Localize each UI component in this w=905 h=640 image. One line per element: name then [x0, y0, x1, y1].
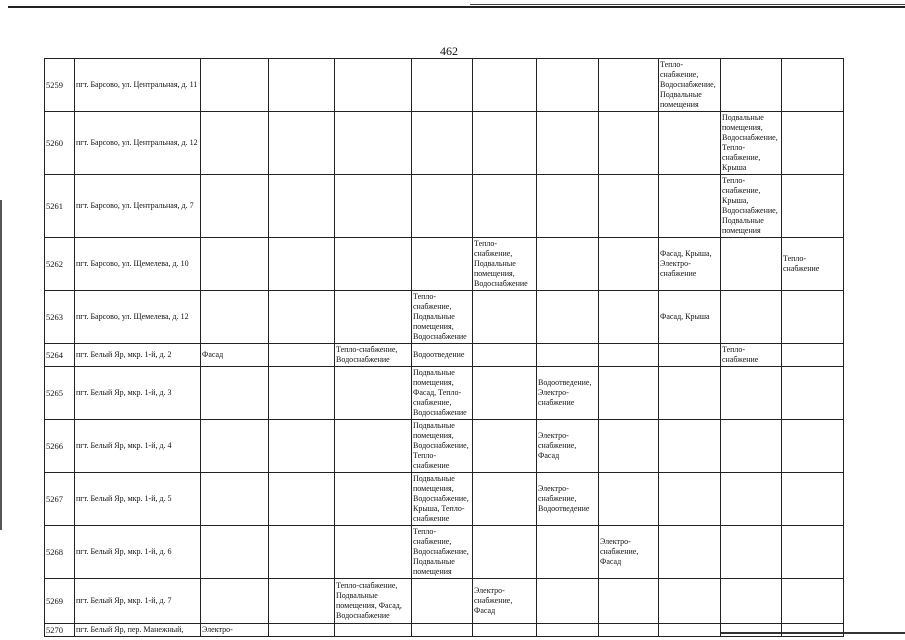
address-cell: пгт. Белый Яр, мкр. 1-й, д. 2 [75, 344, 201, 367]
work-type-cell [599, 238, 659, 291]
work-type-cell [599, 420, 659, 473]
work-type-cell: Водоотведение [412, 344, 473, 367]
page-number: 462 [440, 44, 458, 58]
work-type-cell [721, 367, 782, 420]
row-number-cell: 5262 [45, 238, 75, 291]
work-type-cell [201, 59, 269, 112]
work-type-cell: Тепло-снабжение [721, 344, 782, 367]
work-type-cell [473, 112, 537, 175]
table-row [45, 420, 844, 473]
work-type-cell [335, 420, 412, 473]
work-type-cell [473, 624, 537, 637]
work-type-cell [269, 175, 335, 238]
work-type-cell: Фасад, Крыша [659, 291, 721, 344]
address-cell: пгт. Белый Яр, пер. Манежный, [75, 624, 201, 637]
work-type-cell [599, 367, 659, 420]
work-type-cell [599, 344, 659, 367]
work-type-cell [782, 579, 844, 624]
work-type-cell [599, 59, 659, 112]
work-type-cell [721, 291, 782, 344]
work-type-cell [269, 112, 335, 175]
work-type-cell [412, 624, 473, 637]
work-type-cell [659, 344, 721, 367]
work-type-cell [537, 238, 599, 291]
work-type-cell [335, 238, 412, 291]
work-type-cell [659, 367, 721, 420]
work-type-cell [473, 175, 537, 238]
work-type-cell [201, 473, 269, 526]
work-type-cell [201, 526, 269, 579]
work-type-cell: Тепло-снабжение, Водоснабжение, Подвальные помещения [412, 526, 473, 579]
work-type-cell [335, 624, 412, 637]
work-type-cell [537, 526, 599, 579]
work-type-cell [537, 344, 599, 367]
work-type-cell [782, 291, 844, 344]
work-type-cell [269, 367, 335, 420]
work-type-cell [473, 526, 537, 579]
work-type-cell [721, 420, 782, 473]
work-type-cell [269, 624, 335, 637]
work-type-cell [412, 112, 473, 175]
work-type-cell [473, 473, 537, 526]
work-type-cell [201, 112, 269, 175]
work-type-cell [473, 420, 537, 473]
row-number-cell: 5264 [45, 344, 75, 367]
work-type-cell [201, 579, 269, 624]
work-type-cell [269, 291, 335, 344]
work-type-cell: Тепло-снабжение, Подвальные помещения, Водоснабжение [473, 238, 537, 291]
work-type-cell [335, 473, 412, 526]
work-type-cell [201, 367, 269, 420]
work-type-cell: Водоотведение, Электро-снабжение [537, 367, 599, 420]
work-type-cell [721, 579, 782, 624]
work-type-cell: Тепло-снабжение, Крыша, Водоснабжение, Подвальные помещения [721, 175, 782, 238]
address-cell: пгт. Белый Яр, мкр. 1-й, д. 6 [75, 526, 201, 579]
work-type-cell [473, 344, 537, 367]
work-type-cell [201, 175, 269, 238]
work-type-cell [537, 624, 599, 637]
address-cell: пгт. Белый Яр, мкр. 1-й, д. 5 [75, 473, 201, 526]
work-type-cell [782, 624, 844, 637]
work-type-cell: Подвальные помещения, Фасад, Тепло-снабжение, Водоснабжение [412, 367, 473, 420]
work-type-cell [335, 367, 412, 420]
row-number-cell: 5265 [45, 367, 75, 420]
work-type-cell [335, 59, 412, 112]
work-type-cell [782, 112, 844, 175]
work-type-cell [659, 175, 721, 238]
work-type-cell [599, 175, 659, 238]
work-type-cell [335, 526, 412, 579]
register-table [44, 58, 844, 637]
work-type-cell [269, 238, 335, 291]
work-type-cell [473, 59, 537, 112]
row-number-cell: 5270 [45, 624, 75, 637]
row-number-cell: 5259 [45, 59, 75, 112]
work-type-cell [201, 420, 269, 473]
work-type-cell: Фасад [201, 344, 269, 367]
work-type-cell: Электро- [201, 624, 269, 637]
row-number-cell: 5269 [45, 579, 75, 624]
work-type-cell [782, 175, 844, 238]
work-type-cell [782, 367, 844, 420]
work-type-cell [659, 112, 721, 175]
work-type-cell [599, 579, 659, 624]
work-type-cell [721, 624, 782, 637]
work-type-cell [335, 112, 412, 175]
row-number-cell: 5268 [45, 526, 75, 579]
work-type-cell [412, 59, 473, 112]
work-type-cell [412, 175, 473, 238]
work-type-cell: Тепло-снабжение, Водоснабжение [335, 344, 412, 367]
work-type-cell [537, 59, 599, 112]
table-row [45, 579, 844, 624]
work-type-cell [412, 238, 473, 291]
work-type-cell: Тепло-снабжение, Подвальные помещения, Водоснабжение [412, 291, 473, 344]
work-type-cell [659, 526, 721, 579]
work-type-cell [721, 473, 782, 526]
work-type-cell [537, 112, 599, 175]
table-row [45, 238, 844, 291]
row-number-cell: 5261 [45, 175, 75, 238]
work-type-cell [721, 59, 782, 112]
work-type-cell [782, 59, 844, 112]
table-row [45, 112, 844, 175]
top-rule [8, 6, 905, 8]
work-type-cell [473, 367, 537, 420]
work-type-cell: Подвальные помещения, Водоснабжение, Крыша, Тепло-снабжение [412, 473, 473, 526]
address-cell: пгт. Барсово, ул. Щемелева, д. 10 [75, 238, 201, 291]
work-type-cell [599, 624, 659, 637]
work-type-cell [782, 473, 844, 526]
work-type-cell [269, 59, 335, 112]
work-type-cell: Электро-снабжение, Фасад [537, 420, 599, 473]
work-type-cell [537, 291, 599, 344]
row-number-cell: 5266 [45, 420, 75, 473]
work-type-cell: Электро-снабжение, Фасад [473, 579, 537, 624]
work-type-cell [269, 579, 335, 624]
work-type-cell [269, 473, 335, 526]
work-type-cell [201, 291, 269, 344]
work-type-cell [782, 420, 844, 473]
binding-edge [0, 200, 2, 530]
top-rule-thin [470, 4, 905, 5]
address-cell: пгт. Барсово, ул. Щемелева, д. 12 [75, 291, 201, 344]
work-type-cell [599, 291, 659, 344]
work-type-cell [537, 579, 599, 624]
table-row [45, 175, 844, 238]
address-cell: пгт. Барсово, ул. Центральная, д. 11 [75, 59, 201, 112]
work-type-cell: Электро-снабжение, Фасад [599, 526, 659, 579]
row-number-cell: 5263 [45, 291, 75, 344]
work-type-cell [659, 473, 721, 526]
work-type-cell: Тепло-снабжение, Водоснабжение, Подвальные помещения [659, 59, 721, 112]
work-type-cell [201, 238, 269, 291]
row-number-cell: 5260 [45, 112, 75, 175]
row-number-cell: 5267 [45, 473, 75, 526]
work-type-cell: Фасад, Крыша, Электро-снабжение [659, 238, 721, 291]
work-type-cell [659, 579, 721, 624]
table-row [45, 473, 844, 526]
work-type-cell: Подвальные помещения, Водоснабжение, Тепло-снабжение, Крыша [721, 112, 782, 175]
work-type-cell: Тепло-снабжение [782, 238, 844, 291]
work-type-cell [599, 473, 659, 526]
work-type-cell: Тепло-снабжение, Подвальные помещения, Фасад, Водоснабжение [335, 579, 412, 624]
work-type-cell [269, 344, 335, 367]
table-row [45, 526, 844, 579]
table-row [45, 344, 844, 367]
work-type-cell [782, 344, 844, 367]
work-type-cell [412, 579, 473, 624]
work-type-cell [269, 420, 335, 473]
table-row [45, 367, 844, 420]
address-cell: пгт. Барсово, ул. Центральная, д. 7 [75, 175, 201, 238]
table-row [45, 624, 844, 637]
work-type-cell [473, 291, 537, 344]
address-cell: пгт. Белый Яр, мкр. 1-й, д. 4 [75, 420, 201, 473]
work-type-cell [721, 238, 782, 291]
work-type-cell [537, 175, 599, 238]
address-cell: пгт. Белый Яр, мкр. 1-й, д. 7 [75, 579, 201, 624]
table-row [45, 291, 844, 344]
work-type-cell [335, 175, 412, 238]
table-row [45, 59, 844, 112]
work-type-cell [335, 291, 412, 344]
address-cell: пгт. Барсово, ул. Центральная, д. 12 [75, 112, 201, 175]
work-type-cell: Электро-снабжение, Водоотведение [537, 473, 599, 526]
address-cell: пгт. Белый Яр, мкр. 1-й, д. 3 [75, 367, 201, 420]
work-type-cell [599, 112, 659, 175]
work-type-cell [721, 526, 782, 579]
work-type-cell [269, 526, 335, 579]
work-type-cell [659, 420, 721, 473]
work-type-cell [782, 526, 844, 579]
work-type-cell [659, 624, 721, 637]
work-type-cell: Подвальные помещения, Водоснабжение, Тепло-снабжение [412, 420, 473, 473]
